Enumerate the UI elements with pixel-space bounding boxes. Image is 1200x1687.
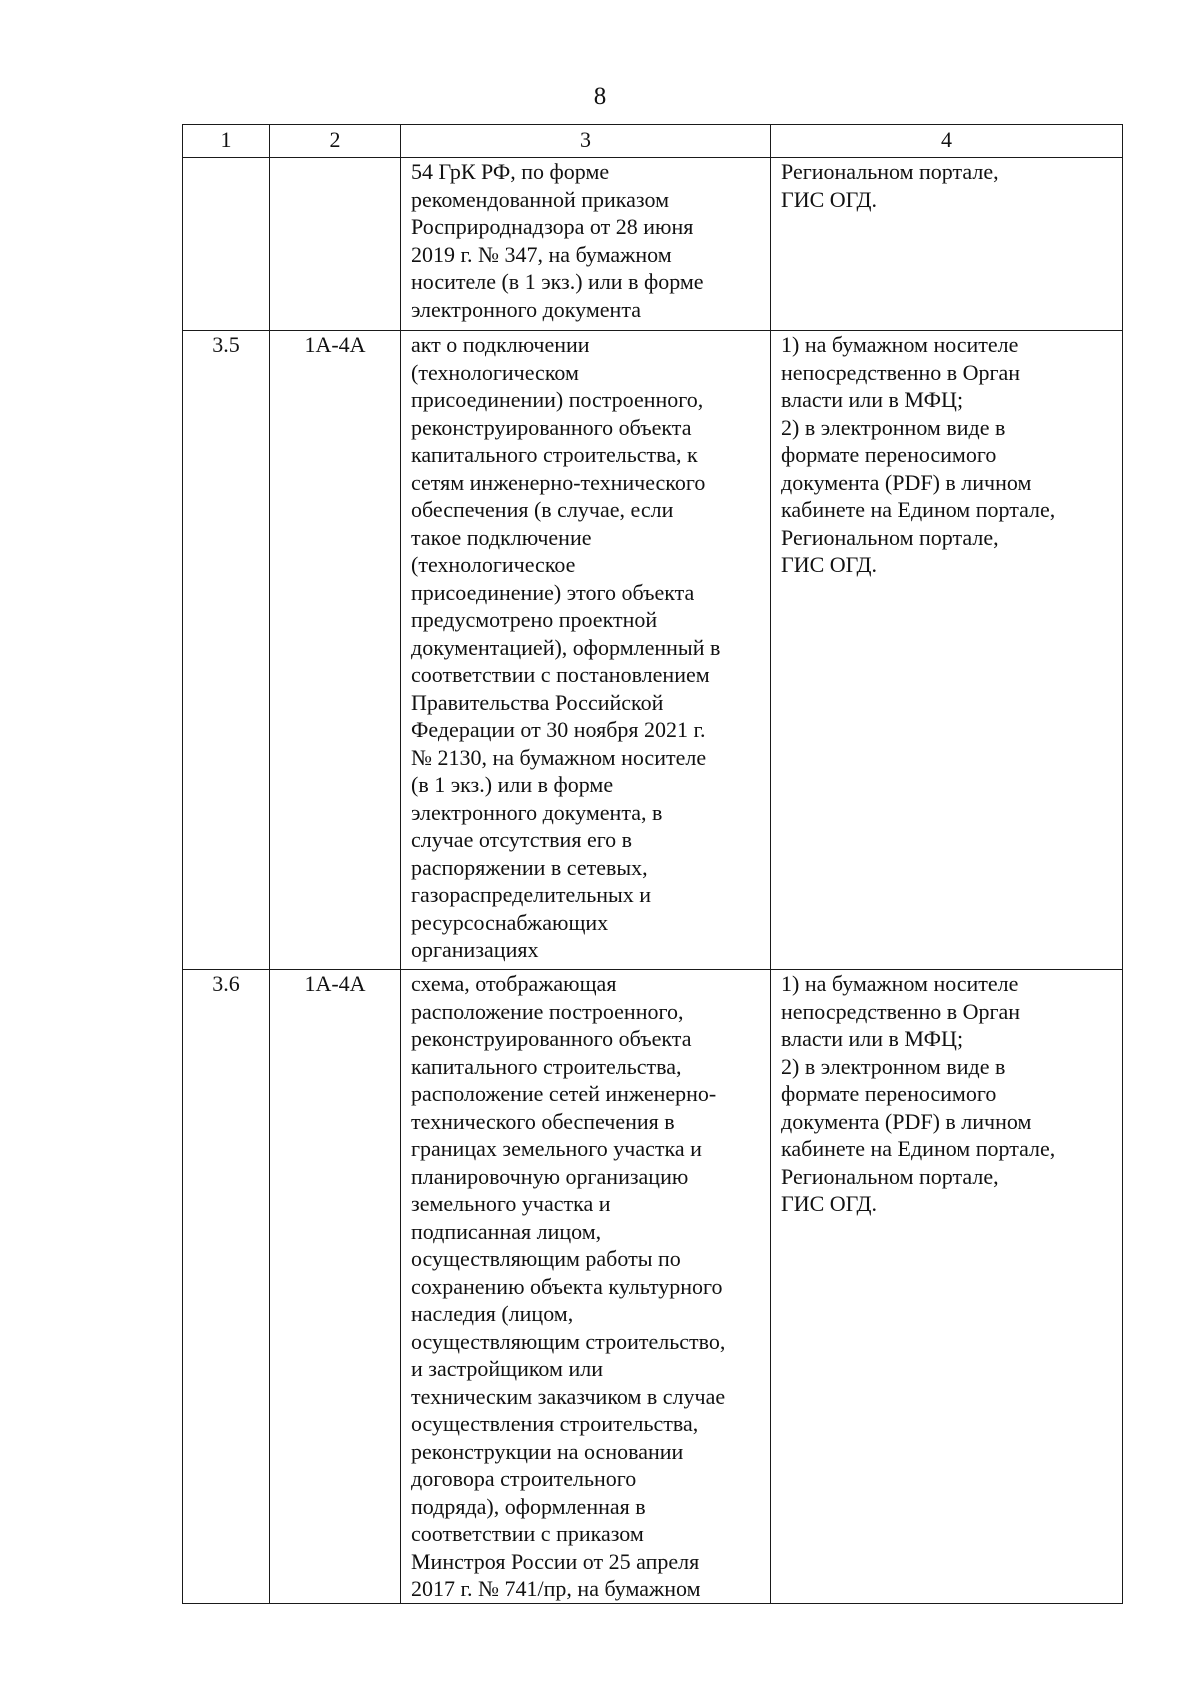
text-line: реконструированного объекта [411, 414, 692, 440]
table-row [183, 331, 1123, 970]
text-line: случае отсутствия его в [411, 827, 633, 852]
header-cell-2: 2 [270, 125, 401, 158]
text-line: присоединении) построенного, [411, 387, 704, 412]
text-line: и застройщиком или [411, 1356, 603, 1381]
text-line: электронного документа, в [411, 799, 663, 825]
page-number: 8 [593, 83, 607, 110]
text-line: осуществляющим строительство, [411, 1328, 726, 1354]
text-line: ГИС ОГД. [781, 1191, 877, 1216]
document-description-cell [401, 970, 771, 1604]
text-line: Правительства Российской [411, 689, 664, 715]
text-line: реконструированного объекта [411, 1026, 692, 1051]
text-line: (технологическое [411, 552, 576, 577]
text-line: расположение сетей инженерно- [411, 1081, 717, 1106]
text-line: Региональном портале, [781, 159, 999, 184]
table-row [183, 158, 1123, 331]
submission-method-cell [771, 970, 1123, 1604]
text-line: 2019 г. № 347, на бумажном [411, 241, 672, 267]
text-line: Росприроднадзора от 28 июня [411, 214, 694, 239]
text-line: Минстроя России от 25 апреля [411, 1548, 700, 1574]
text-line: соответствии с приказом [411, 1521, 644, 1546]
text-line: капитального строительства, к [411, 442, 698, 467]
text-line: ГИС ОГД. [781, 186, 877, 212]
text-line: предусмотрено проектной [411, 607, 658, 632]
text-line: документацией), оформленный в [411, 634, 721, 660]
text-line: (в 1 экз.) или в форме [411, 772, 614, 797]
text-line: формате переносимого [781, 1081, 997, 1106]
text-line: непосредственно в Орган [781, 359, 1021, 385]
text-line: схема, отображающая [411, 971, 617, 996]
text-line: ресурсоснабжающих [411, 909, 609, 935]
row-number-cell: 3.6 [183, 970, 270, 1604]
row-code-cell: 1А-4А [270, 331, 401, 970]
text-line: обеспечения (в случае, если [411, 497, 674, 522]
text-line: сетям инженерно-технического [411, 469, 706, 495]
text-line: документа (PDF) в личном [781, 469, 1032, 495]
header-cell-3: 3 [401, 125, 771, 158]
text-line: документа (PDF) в личном [781, 1108, 1032, 1134]
text-line: газораспределительных и [411, 882, 652, 907]
row-number-cell: 3.5 [183, 331, 270, 970]
text-line: носителе (в 1 экз.) или в форме [411, 269, 704, 294]
text-line: 2) в электронном виде в [781, 1053, 1006, 1079]
document-description-cell [401, 158, 771, 331]
text-line: соответствии с постановлением [411, 662, 710, 687]
row-code-cell: 1А-4А [270, 970, 401, 1604]
header-cell-4: 4 [771, 125, 1123, 158]
submission-method-cell [771, 331, 1123, 970]
text-line: власти или в МФЦ; [781, 387, 964, 412]
text-line: № 2130, на бумажном носителе [411, 744, 707, 770]
text-line: электронного документа [411, 296, 641, 322]
text-line: договора строительного [411, 1466, 637, 1491]
text-line: непосредственно в Орган [781, 998, 1021, 1024]
text-line: реконструкции на основании [411, 1438, 684, 1464]
text-line: техническим заказчиком в случае [411, 1383, 726, 1409]
text-line: осуществления строительства, [411, 1411, 699, 1436]
document-description-cell [401, 331, 771, 970]
text-line: кабинете на Едином портале, [781, 1136, 1056, 1161]
text-line: подряда), оформленная в [411, 1493, 646, 1519]
text-line: 2017 г. № 741/пр, на бумажном [411, 1576, 701, 1601]
text-line: такое подключение [411, 524, 592, 550]
text-line: осуществляющим работы по [411, 1246, 681, 1271]
text-line: формате переносимого [781, 442, 997, 467]
text-line: Региональном портале, [781, 524, 999, 550]
row-code-cell [270, 158, 401, 331]
text-line: 1) на бумажном носителе [781, 971, 1019, 996]
table-row [183, 970, 1123, 1604]
text-line: власти или в МФЦ; [781, 1026, 964, 1051]
text-line: расположение построенного, [411, 998, 684, 1024]
text-line: 2) в электронном виде в [781, 414, 1006, 440]
text-line: ГИС ОГД. [781, 552, 877, 577]
submission-method-cell [771, 158, 1123, 331]
text-line: Федерации от 30 ноября 2021 г. [411, 717, 706, 742]
text-line: сохранению объекта культурного [411, 1273, 723, 1299]
text-line: земельного участка и [411, 1191, 611, 1216]
text-line: наследия (лицом, [411, 1301, 574, 1326]
text-line: 1) на бумажном носителе [781, 332, 1019, 357]
text-line: планировочную организацию [411, 1163, 689, 1189]
text-line: организациях [411, 937, 539, 962]
header-cell-1: 1 [183, 125, 270, 158]
text-line: присоединение) этого объекта [411, 579, 695, 605]
text-line: (технологическом [411, 359, 579, 385]
table-header-row [183, 125, 1123, 158]
text-line: распоряжении в сетевых, [411, 854, 648, 880]
text-line: подписанная лицом, [411, 1218, 602, 1244]
text-line: 54 ГрК РФ, по форме [411, 159, 610, 184]
text-line: технического обеспечения в [411, 1108, 675, 1134]
text-line: кабинете на Едином портале, [781, 497, 1056, 522]
text-line: Региональном портале, [781, 1163, 999, 1189]
documents-table [182, 124, 1123, 1604]
text-line: границах земельного участка и [411, 1136, 702, 1161]
text-line: акт о подключении [411, 332, 590, 357]
text-line: рекомендованной приказом [411, 186, 669, 212]
row-number-cell [183, 158, 270, 331]
text-line: капитального строительства, [411, 1053, 682, 1079]
